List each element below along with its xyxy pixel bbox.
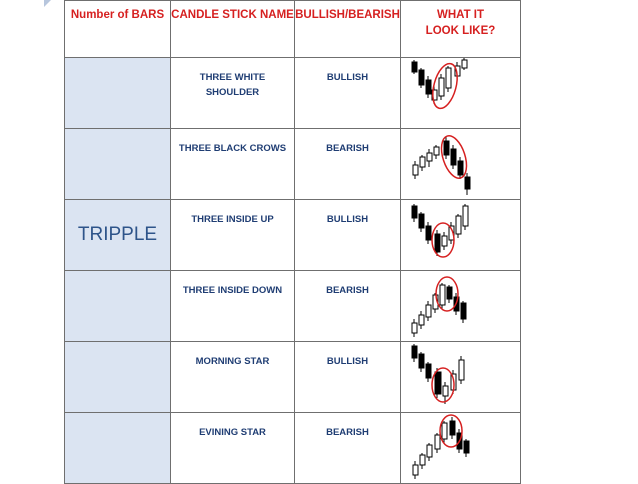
header-bullish-bearish: BULLISH/BEARISH (295, 1, 401, 58)
three-inside-up-icon (401, 200, 521, 270)
pattern-type: BEARISH (326, 427, 369, 438)
pattern-picture-cell (401, 271, 521, 342)
bars-cell (65, 413, 171, 484)
pattern-picture-cell (401, 58, 521, 129)
three-black-crows-icon (401, 129, 521, 199)
table-row (65, 58, 521, 129)
pattern-type-cell (295, 200, 401, 271)
pattern-name: THREE INSIDE UP (191, 214, 274, 225)
table-row (65, 271, 521, 342)
pattern-name-cell (171, 200, 295, 271)
pattern-type: BULLISH (326, 72, 369, 83)
table-row (65, 342, 521, 413)
pattern-name: EVINING STAR (199, 427, 266, 438)
pattern-picture-cell (401, 342, 521, 413)
pattern-name-cell (171, 58, 295, 129)
bars-label: TRIPPLE (77, 224, 158, 245)
pattern-type-cell (295, 342, 401, 413)
three-inside-down-icon (401, 271, 521, 341)
pattern-type: BULLISH (326, 356, 369, 367)
pattern-picture-cell (401, 129, 521, 200)
header-candlestick-name: CANDLE STICK NAME (171, 1, 295, 58)
bars-label-cell (65, 200, 171, 271)
pattern-name-cell (171, 271, 295, 342)
bars-cell (65, 271, 171, 342)
bars-cell (65, 342, 171, 413)
pattern-name-cell (171, 129, 295, 200)
pattern-name-cell (171, 413, 295, 484)
header-row (65, 1, 521, 58)
three-white-soldiers-icon (401, 58, 521, 128)
table-row (65, 413, 521, 484)
morning-star-icon (401, 342, 521, 412)
pattern-type-cell (295, 58, 401, 129)
pattern-type-cell (295, 413, 401, 484)
table-row (65, 200, 521, 271)
header-what-it-looks-like: WHAT IT LOOK LIKE? (401, 1, 521, 58)
pattern-type-cell (295, 129, 401, 200)
bars-cell (65, 129, 171, 200)
corner-marker (44, 0, 51, 7)
pattern-picture-cell (401, 200, 521, 271)
table-row (65, 129, 521, 200)
pattern-type: BEARISH (326, 143, 369, 154)
pattern-name: MORNING STAR (195, 356, 270, 367)
header-number-of-bars: Number of BARS (65, 1, 171, 58)
pattern-type: BULLISH (326, 214, 369, 225)
pattern-name: THREE BLACK CROWS (178, 143, 287, 154)
candlestick-patterns-table (64, 0, 521, 484)
pattern-picture-cell (401, 413, 521, 484)
evening-star-icon (401, 413, 521, 483)
pattern-type-cell (295, 271, 401, 342)
pattern-name: THREE WHITE SHOULDER (199, 72, 266, 98)
pattern-name-cell (171, 342, 295, 413)
bars-cell (65, 58, 171, 129)
pattern-name: THREE INSIDE DOWN (182, 285, 283, 296)
pattern-type: BEARISH (326, 285, 369, 296)
